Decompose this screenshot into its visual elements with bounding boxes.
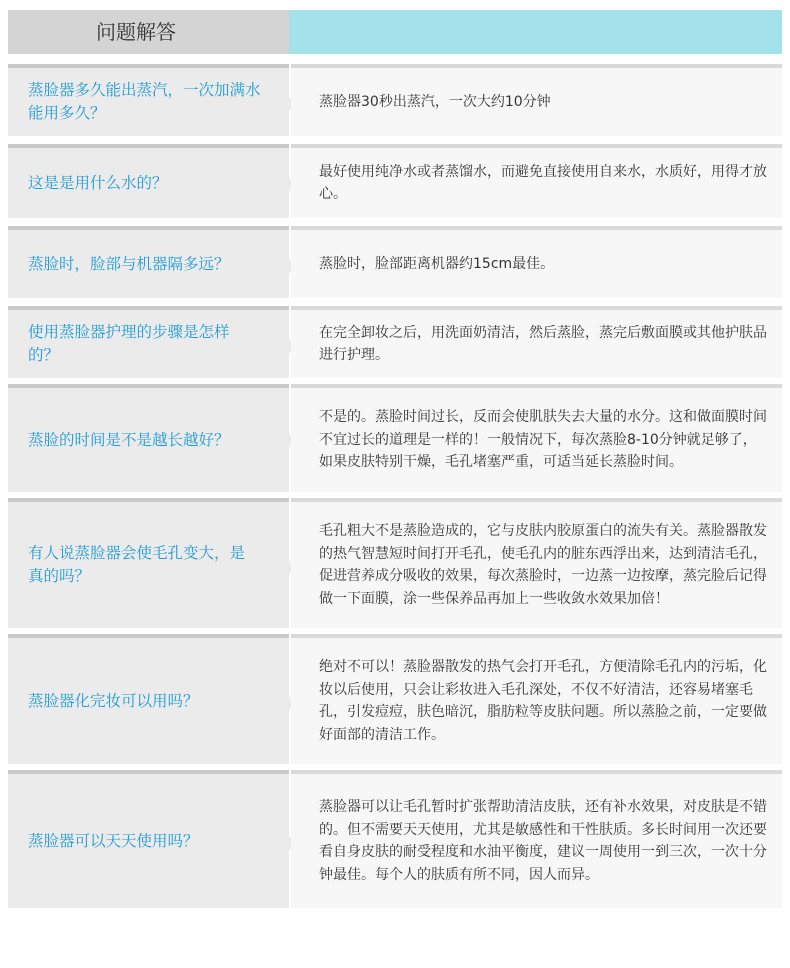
- faq-question: 蒸脸器可以天天使用吗？: [28, 831, 199, 850]
- faq-answer: 蒸脸器30秒出蒸汽，一次大约10分钟: [319, 93, 551, 110]
- faq-question-cell: [8, 144, 289, 218]
- faq-answer-cell: [291, 498, 782, 628]
- faq-question-cell: [8, 770, 289, 908]
- faq-row-6: [8, 498, 782, 628]
- faq-answer: 毛孔粗大不是蒸脸造成的，它与皮肤内胶原蛋白的流失有关。蒸脸器散发的热气智慧短时间打开毛孔，使毛孔内的脏东西浮出来，达到清洁毛孔，促进营养成分吸收的效果，每次蒸脸时，一边蒸一边按摩，蒸完脸后记得做一下面膜，涂一些保养品再加上一些收敛水效果加倍！: [319, 523, 767, 607]
- faq-answer-cell: [291, 64, 782, 136]
- faq-answer-cell: [291, 226, 782, 298]
- faq-answer: 绝对不可以！蒸脸器散发的热气会打开毛孔，方便清除毛孔内的污垢，化妆以后使用，只会让彩妆进入毛孔深处，不仅不好清洁，还容易堵塞毛孔，引发痘痘，肤色暗沉，脂肪粒等皮肤问题。所以蒸脸之前，一定要做好面部的清洁工作。: [319, 659, 767, 743]
- faq-question: 蒸脸的时间是不是越长越好？: [28, 430, 230, 449]
- faq-row-7: [8, 634, 782, 764]
- faq-answer-cell: [291, 770, 782, 908]
- faq-row-1: [8, 64, 782, 136]
- faq-row-2: [8, 144, 782, 218]
- faq-question-cell: [8, 226, 289, 298]
- header-accent-bar: [289, 10, 782, 54]
- faq-answer-cell: [291, 306, 782, 378]
- faq-answer-cell: [291, 634, 782, 764]
- faq-row-3: [8, 226, 782, 298]
- faq-question: 蒸脸器化完妆可以用吗？: [28, 691, 199, 710]
- faq-row-8: [8, 770, 782, 908]
- faq-row-5: [8, 384, 782, 492]
- faq-question: 有人说蒸脸器会使毛孔变大，是真的吗？: [28, 544, 246, 585]
- faq-question-cell: [8, 64, 289, 136]
- faq-answer: 不是的。蒸脸时间过长，反而会使肌肤失去大量的水分。这和做面膜时间不宜过长的道理是一样的！一般情况下，每次蒸脸8-10分钟就足够了，如果皮肤特别干燥，毛孔堵塞严重，可适当延长蒸脸时间。: [319, 409, 767, 471]
- faq-header: [8, 10, 782, 54]
- faq-question-cell: [8, 306, 289, 378]
- faq-question-cell: [8, 634, 289, 764]
- faq-question-cell: [8, 498, 289, 628]
- faq-row-4: [8, 306, 782, 378]
- page-title: 问题解答: [8, 10, 289, 54]
- faq-answer-cell: [291, 384, 782, 492]
- faq-answer: 蒸脸时，脸部距离机器约15cm最佳。: [319, 255, 555, 272]
- faq-question: 蒸脸时，脸部与机器隔多远？: [28, 254, 230, 273]
- faq-answer: 在完全卸妆之后，用洗面奶清洁，然后蒸脸，蒸完后敷面膜或其他护肤品进行护理。: [319, 324, 767, 363]
- faq-question-cell: [8, 384, 289, 492]
- faq-question: 使用蒸脸器护理的步骤是怎样的？: [28, 323, 230, 364]
- faq-question: 蒸脸器多久能出蒸汽，一次加满水能用多久？: [28, 81, 261, 122]
- faq-answer-cell: [291, 144, 782, 218]
- faq-answer: 最好使用纯净水或者蒸馏水，而避免直接使用自来水，水质好，用得才放心。: [319, 163, 767, 202]
- faq-answer: 蒸脸器可以让毛孔暂时扩张帮助清洁皮肤，还有补水效果，对皮肤是不错的。但不需要天天使用，尤其是敏感性和干性肤质。多长时间用一次还要看自身皮肤的耐受程度和水油平衡度，建议一周使用一到三次，一次十分钟最佳。每个人的肤质有所不同，因人而异。: [319, 799, 767, 883]
- faq-question: 这是是用什么水的？: [28, 173, 168, 192]
